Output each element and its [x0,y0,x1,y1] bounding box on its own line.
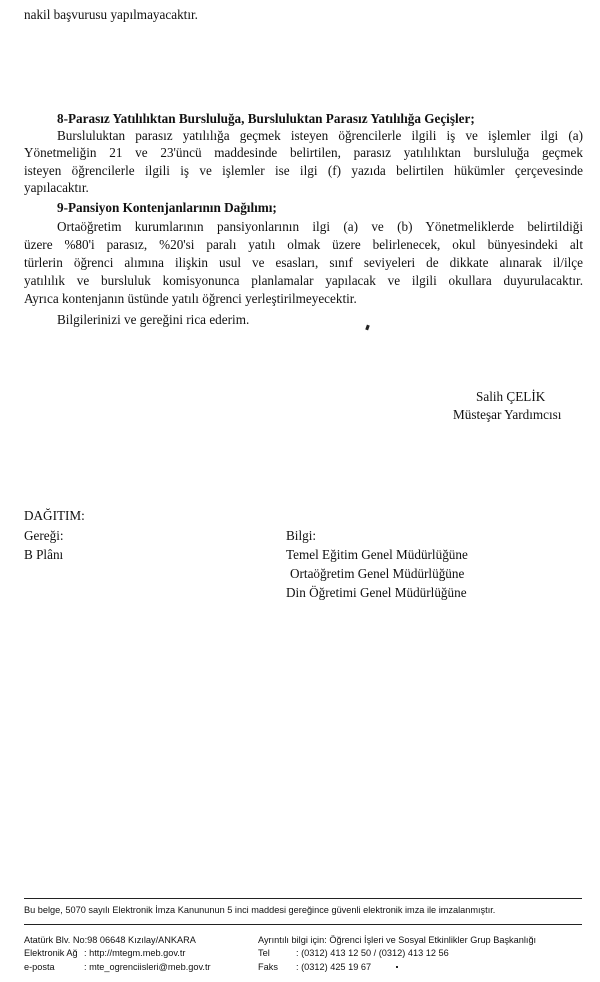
e-signature-note: Bu belge, 5070 sayılı Elektronik İmza Kanununun 5 inci maddesi gereğince güvenli elektronik imza ile imzalanmıştır. [24,905,496,915]
signatory-title: Müsteşar Yardımcısı [453,407,562,422]
footer-info: Ayrıntılı bilgi için: Öğrenci İşleri ve Sosyal Etkinlikler Grup Başkanlığı [258,935,537,945]
gereg-item: B Plânı [24,547,64,562]
footer-address: Atatürk Blv. No:98 06648 Kızılay/ANKARA [24,935,196,945]
footer-rule-bottom [24,924,582,925]
footer-dot [396,966,398,968]
bilgi-item: Din Öğretimi Genel Müdürlüğüne [286,585,467,600]
bilgi-item: Ortaöğretim Genel Müdürlüğüne [290,566,465,581]
footer-tel-value: : (0312) 413 12 50 / (0312) 413 12 56 [296,948,449,958]
section-9-line-4: yatılılık ve bursluluk komisyonunca planlamalar yapılacak ve ilgili okullara duyurulacaktır. [24,273,583,288]
footer-email-label: e-posta [24,962,55,972]
distribution-heading: DAĞITIM: [24,508,85,523]
section-9-line-5: Ayrıca kontenjanın üstünde yatılı öğrenci yerleştirilmeyecektir. [24,291,357,306]
section-9-line-2: üzere %80'i parasız, %20'si paralı yatılı olmak üzere belirlenecek, okul bünyesindeki alt [24,237,583,252]
ink-mark [365,325,370,331]
section-8-line-4: yapılacaktır. [24,180,89,195]
footer-fax-label: Faks [258,962,278,972]
footer-fax-value: : (0312) 425 19 67 [296,962,372,972]
footer-web-link[interactable]: : http://mtegm.meb.gov.tr [84,948,186,958]
bilgi-item: Temel Eğitim Genel Müdürlüğüne [286,547,468,562]
section-8-line-1: Bursluluktan parasız yatılılığa geçmek isteyen öğrencilerle ilgili iş ve işlemler ilgi (a) [57,128,583,143]
footer-tel-label: Tel [258,948,270,958]
bilgi-label: Bilgi: [286,528,317,543]
footer-rule-top [24,898,582,899]
closing-text: Bilgilerinizi ve gereğini rica ederim. [57,312,250,327]
section-9-line-1: Ortaöğretim kurumlarının pansiyonlarının ilgi (a) ve (b) Yönetmeliklerde belirtildiği [57,219,583,234]
footer-email-link[interactable]: : mte_ogrenciisleri@meb.gov.tr [84,962,211,972]
continuation-line: nakil başvurusu yapılmayacaktır. [24,7,198,22]
footer-web-label: Elektronik Ağ [24,948,78,958]
section-8-line-3: isteyen öğrencilerle ilgili iş ve işlemler ise ilgi (f) yazıda belirtilen hükümler çerçevesinde [24,163,583,178]
section-9-heading: 9-Pansiyon Kontenjanlarının Dağılımı; [57,200,277,215]
section-8-heading: 8-Parasız Yatılılıktan Bursluluğa, Bursluluktan Parasız Yatılılığa Geçişler; [57,111,475,126]
signatory-name: Salih ÇELİK [476,389,546,404]
gereg-label: Gereği: [24,528,64,543]
section-9-line-3: türlerin öğrenci alımına ilişkin usul ve esasları, sınıf seviyeleri de dikkate alınarak il/ilçe [24,255,583,270]
section-8-line-2: Yönetmeliğin 21 ve 23'üncü maddesinde belirtilen, parasız yatılılıktan bursluluğa geçmek [24,145,583,160]
